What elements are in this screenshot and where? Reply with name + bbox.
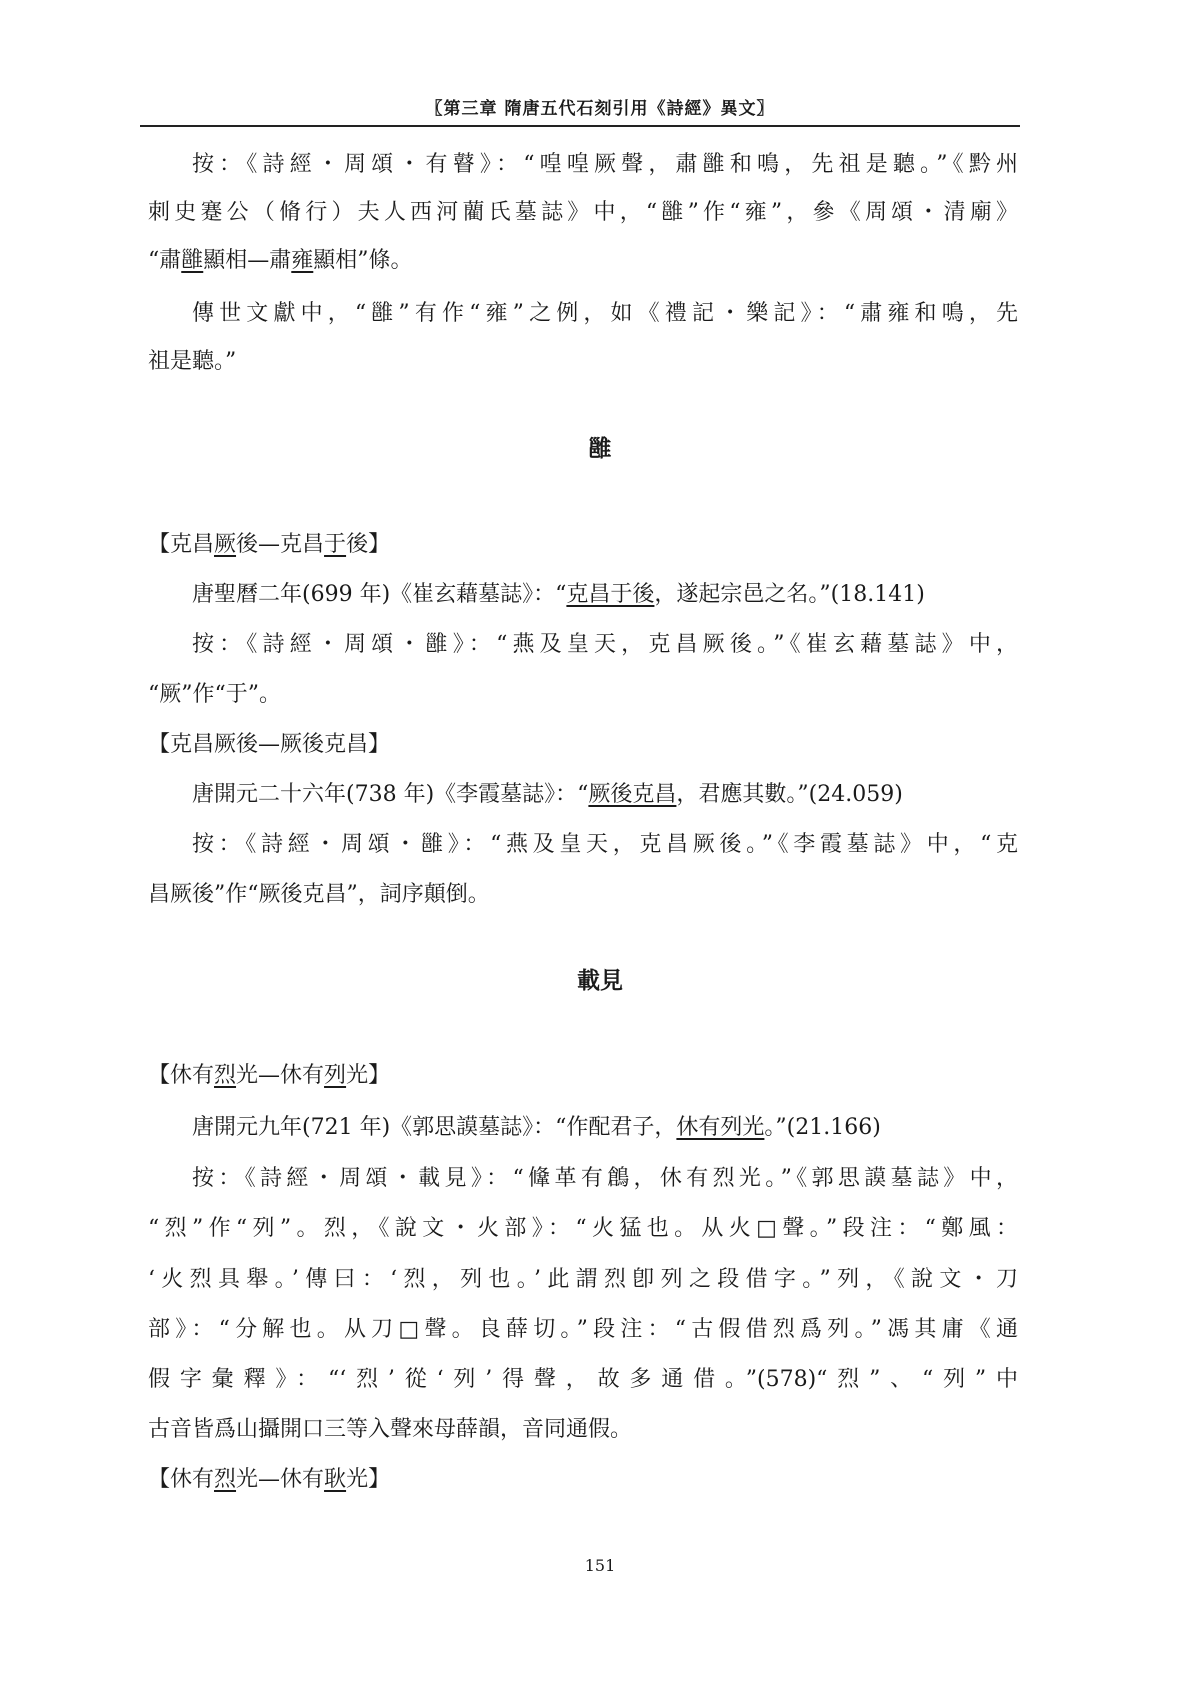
paragraph-line: 刺史蹇公（脩行）夫人西河藺氏墓誌》中，“雝”作“雍”，參《周頌・清廟》 xyxy=(148,200,1018,225)
text-run: 後—克昌 xyxy=(236,532,325,557)
text-run: 【休有 xyxy=(148,1467,215,1492)
underlined-char: 列 xyxy=(324,1063,347,1088)
entry-note-line: 假字彙釋》：“‘烈’從‘列’得聲，故多通借。”(578)“烈”、“列”中 xyxy=(148,1367,1018,1392)
entry-note-line: 昌厥後”作“厥後克昌”，詞序顛倒。 xyxy=(148,882,490,907)
entry-title xyxy=(148,1462,390,1493)
underlined-quote: 休有列光 xyxy=(676,1115,765,1140)
section-heading: 雝 xyxy=(588,435,612,462)
entry-note-line: ‘火烈具舉。’傳曰：‘烈，列也。’此謂烈卽列之段借字。”列，《說文・刀 xyxy=(148,1267,1018,1292)
text-run: 。”(21.166) xyxy=(764,1115,881,1140)
underlined-char: 烈 xyxy=(214,1063,237,1088)
text-run: ，君應其數。”(24.059) xyxy=(676,782,903,807)
text-run: 光—休有 xyxy=(236,1467,325,1492)
entry-source xyxy=(192,777,903,808)
paragraph-line: 按：《詩經・周頌・有瞽》：“喤喤厥聲，肅雝和鳴，先祖是聽。”《黔州 xyxy=(192,152,1018,177)
underlined-quote: 克昌于後 xyxy=(566,582,655,607)
entry-note-line: 按：《詩經・周頌・載見》：“鞗革有鶬，休有烈光。”《郭思謨墓誌》中， xyxy=(192,1166,1018,1191)
entry-note-line: 按：《詩經・周頌・雝》：“燕及皇天，克昌厥後。”《崔玄藉墓誌》中， xyxy=(192,632,1018,657)
text-run: 光】 xyxy=(346,1063,391,1088)
text-run: 【克昌 xyxy=(148,532,215,557)
entry-source xyxy=(192,577,925,608)
text-run: 唐開元二十六年(738 年)《李霞墓誌》：“ xyxy=(192,782,589,807)
text-run: 光】 xyxy=(346,1467,391,1492)
paragraph-line: 祖是聽。” xyxy=(148,349,237,374)
entry-title xyxy=(148,1058,390,1089)
entry-note-line: 按：《詩經・周頌・雝》：“燕及皇天，克昌厥後。”《李霞墓誌》中，“克 xyxy=(192,832,1018,857)
section-heading: 載見 xyxy=(577,967,623,994)
text-run: ，遂起宗邑之名。”(18.141) xyxy=(654,582,925,607)
text-run: 【休有 xyxy=(148,1063,215,1088)
text-run: 唐聖曆二年(699 年)《崔玄藉墓誌》：“ xyxy=(192,582,567,607)
entry-note-line: 部》：“分解也。从刀□聲。良薛切。”段注：“古假借烈爲列。”馮其庸《通 xyxy=(148,1317,1018,1342)
text-run: 後】 xyxy=(346,532,391,557)
entry-note-line: “烈”作“列”。烈，《說文・火部》：“火猛也。从火□聲。”段注：“鄭風： xyxy=(148,1216,1018,1241)
underlined-char: 烈 xyxy=(214,1467,237,1492)
page-number: 151 xyxy=(584,1556,616,1575)
underlined-char: 雝 xyxy=(181,248,204,273)
entry-source xyxy=(192,1110,881,1141)
text-run: 唐開元九年(721 年)《郭思謨墓誌》：“作配君子， xyxy=(192,1115,677,1140)
header-rule xyxy=(140,125,1020,127)
underlined-char: 耿 xyxy=(324,1467,347,1492)
entry-title: 【克昌厥後—厥後克昌】 xyxy=(148,732,391,757)
text-run: 顯相”條。 xyxy=(313,248,413,273)
text-run: “肅 xyxy=(148,248,182,273)
entry-note-line: “厥”作“于”。 xyxy=(148,682,281,707)
underlined-quote: 厥後克昌 xyxy=(588,782,677,807)
underlined-char: 厥 xyxy=(214,532,237,557)
text-run: 顯相—肅 xyxy=(203,248,292,273)
paragraph-line: 傳世文獻中，“雝”有作“雍”之例，如《禮記・樂記》：“肅雍和鳴，先 xyxy=(192,301,1018,326)
paragraph-line xyxy=(148,243,413,274)
running-header: 〖第三章 隋唐五代石刻引用《詩經》異文〗 xyxy=(425,99,775,119)
underlined-char: 于 xyxy=(324,532,347,557)
text-run: 光—休有 xyxy=(236,1063,325,1088)
underlined-char: 雍 xyxy=(291,248,314,273)
entry-note-line: 古音皆爲山攝開口三等入聲來母薛韻，音同通假。 xyxy=(148,1417,633,1442)
entry-title xyxy=(148,527,390,558)
